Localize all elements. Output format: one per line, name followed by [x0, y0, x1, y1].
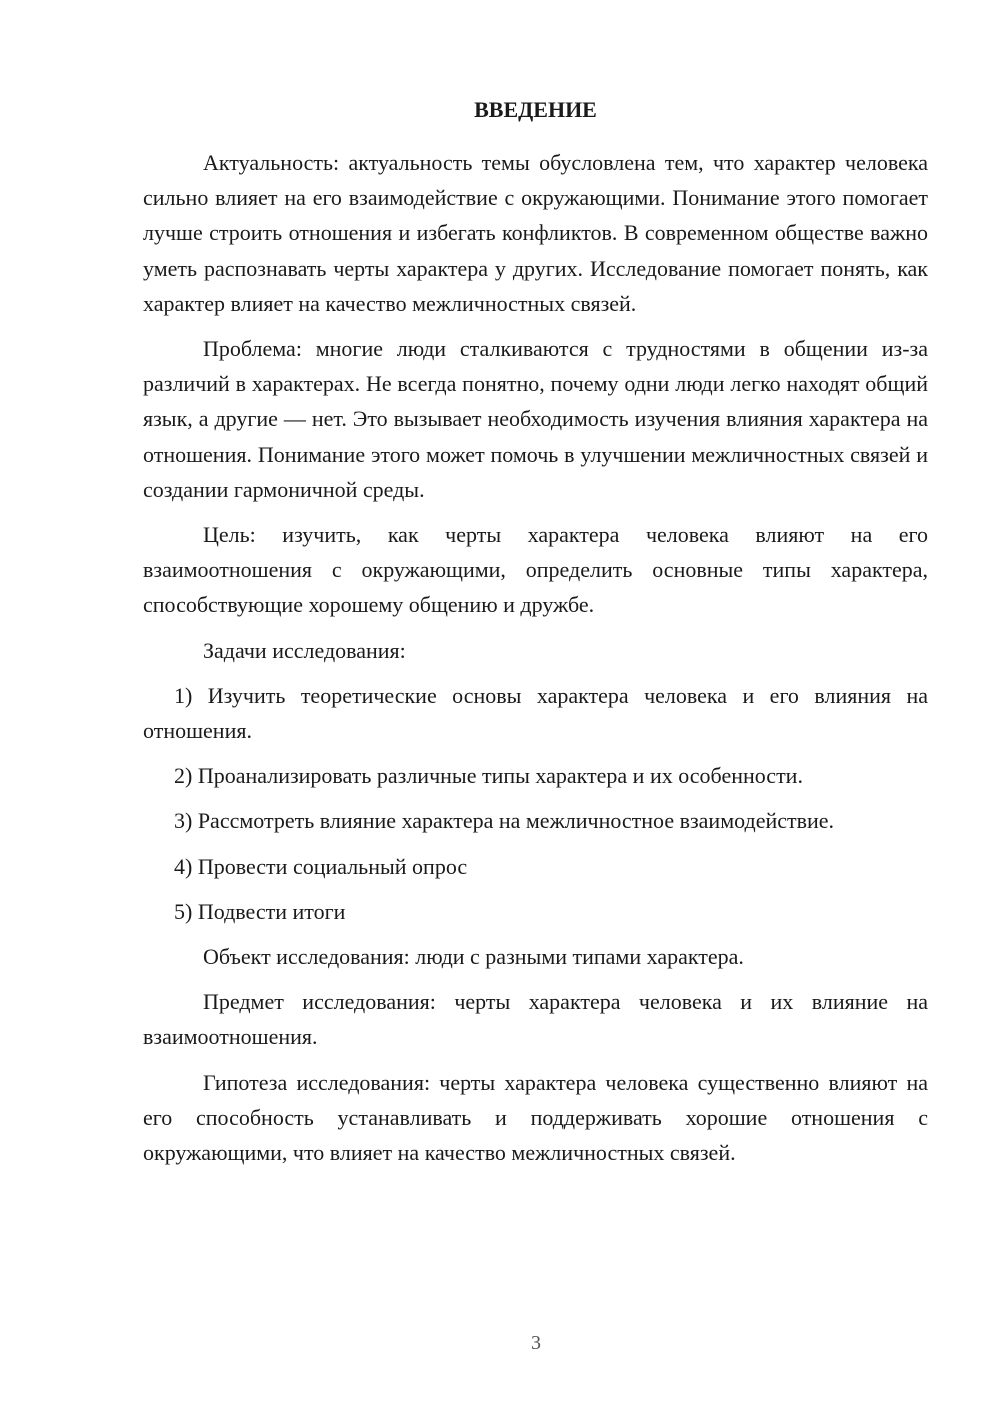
object-paragraph: Объект исследования: люди с разными типами характера.: [203, 944, 744, 970]
task-item-2: 2) Проанализировать различные типы характера и их особенности.: [174, 763, 803, 789]
task-item-3: 3) Рассмотреть влияние характера на межличностное взаимодействие.: [174, 808, 835, 834]
task-item-5: 5) Подвести итоги: [174, 898, 346, 924]
document-page: [143, 92, 928, 1180]
task-item-4: 4) Провести социальный опрос: [174, 853, 468, 879]
hypothesis-paragraph: Гипотеза исследования: черты характера человека существенно влияют на его способность устанавливать и поддерживать хорошие отношения с окружающими, что влияет на качество межличностных связей.: [143, 1069, 928, 1166]
goal-paragraph: Цель: изучить, как черты характера человека влияют на его взаимоотношения с окружающими, определить основные типы характера, способствующие хорошему общению и дружбе.: [143, 522, 928, 618]
tasks-heading: Задачи исследования:: [203, 637, 406, 663]
task-item-1: 1) Изучить теоретические основы характера человека и его влияния на отношения.: [143, 682, 928, 744]
problem-paragraph: Проблема: многие люди сталкиваются с трудностями в общении из-за различий в характерах. Не всегда понятно, почему одни люди легко находят общий язык, а другие — нет. Это вызывает необходимость изучения влияния характера на отношения. Понимание этого может помочь в улучшении межличностных связей и создании гармоничной среды.: [143, 336, 928, 502]
page-number: 3: [531, 1332, 541, 1354]
subject-paragraph: Предмет исследования: черты характера человека и их влияние на взаимоотношения.: [143, 989, 928, 1050]
page-title: ВВЕДЕНИЕ: [474, 97, 597, 122]
relevance-paragraph: Актуальность: актуальность темы обусловлена тем, что характер человека сильно влияет на его взаимодействие с окружающими. Понимание этого помогает лучше строить отношения и избегать конфликтов. В современном обществе важно уметь распознавать черты характера у других. Исследование помогает понять, как характер влияет на качество межличностных связей.: [143, 150, 928, 316]
